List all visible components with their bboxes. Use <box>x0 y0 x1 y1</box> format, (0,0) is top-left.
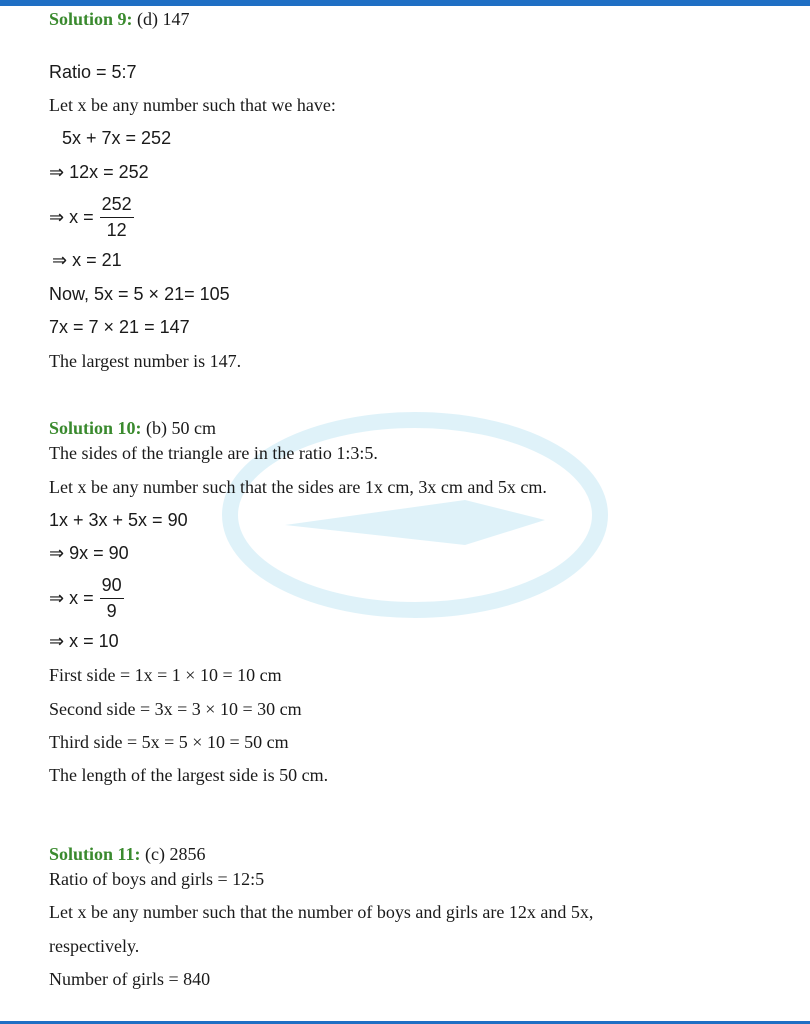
fraction <box>100 194 134 241</box>
solution-9-heading <box>49 9 190 30</box>
equation-line: Now, 5x = 5 × 21= 105 <box>49 284 230 304</box>
text-line: First side = 1x = 1 × 10 = 10 cm <box>49 665 282 685</box>
solution-answer: (c) 2856 <box>140 844 206 864</box>
equation-line: ⇒ x = 21 <box>52 250 122 270</box>
equation-line: ⇒ x = 10 <box>49 631 119 651</box>
fraction-prefix: ⇒ x = <box>49 588 94 608</box>
solution-answer: (b) 50 cm <box>141 418 217 438</box>
fraction-equation <box>49 575 124 622</box>
fraction-denominator: 9 <box>106 601 117 621</box>
equation-line: 5x + 7x = 252 <box>62 128 172 148</box>
fraction-numerator: 90 <box>100 575 124 599</box>
text-line: Ratio of boys and girls = 12:5 <box>49 869 265 889</box>
solution-answer: (d) 147 <box>132 9 190 29</box>
text-line: Number of girls = 840 <box>49 969 211 989</box>
fraction-equation <box>49 194 134 241</box>
fraction-denominator: 12 <box>106 220 127 240</box>
fraction <box>100 575 124 622</box>
fraction-numerator: 252 <box>100 194 134 218</box>
text-line: The length of the largest side is 50 cm. <box>49 765 329 785</box>
text-line: Let x be any number such that the number of boys and girls are 12x and 5x, <box>49 902 594 922</box>
text-line: The largest number is 147. <box>49 351 242 371</box>
top-accent-bar <box>0 0 810 6</box>
text-line: The sides of the triangle are in the ratio 1:3:5. <box>49 443 378 463</box>
equation-line: 1x + 3x + 5x = 90 <box>49 510 188 530</box>
text-line: Third side = 5x = 5 × 10 = 50 cm <box>49 732 289 752</box>
text-line: Let x be any number such that we have: <box>49 95 336 115</box>
solution-label: Solution 9: <box>49 9 133 29</box>
solution-label: Solution 10: <box>49 418 142 438</box>
solution-10-heading <box>49 418 216 439</box>
equation-line: ⇒ 12x = 252 <box>49 162 149 182</box>
equation-line: ⇒ 9x = 90 <box>49 543 129 563</box>
text-line: Ratio = 5:7 <box>49 62 137 82</box>
fraction-prefix: ⇒ x = <box>49 207 94 227</box>
text-line: respectively. <box>49 936 140 956</box>
text-line: Let x be any number such that the sides are 1x cm, 3x cm and 5x cm. <box>49 477 547 497</box>
text-line: Second side = 3x = 3 × 10 = 30 cm <box>49 699 302 719</box>
equation-line: 7x = 7 × 21 = 147 <box>49 317 190 337</box>
solution-label: Solution 11: <box>49 844 141 864</box>
solution-11-heading <box>49 844 206 865</box>
